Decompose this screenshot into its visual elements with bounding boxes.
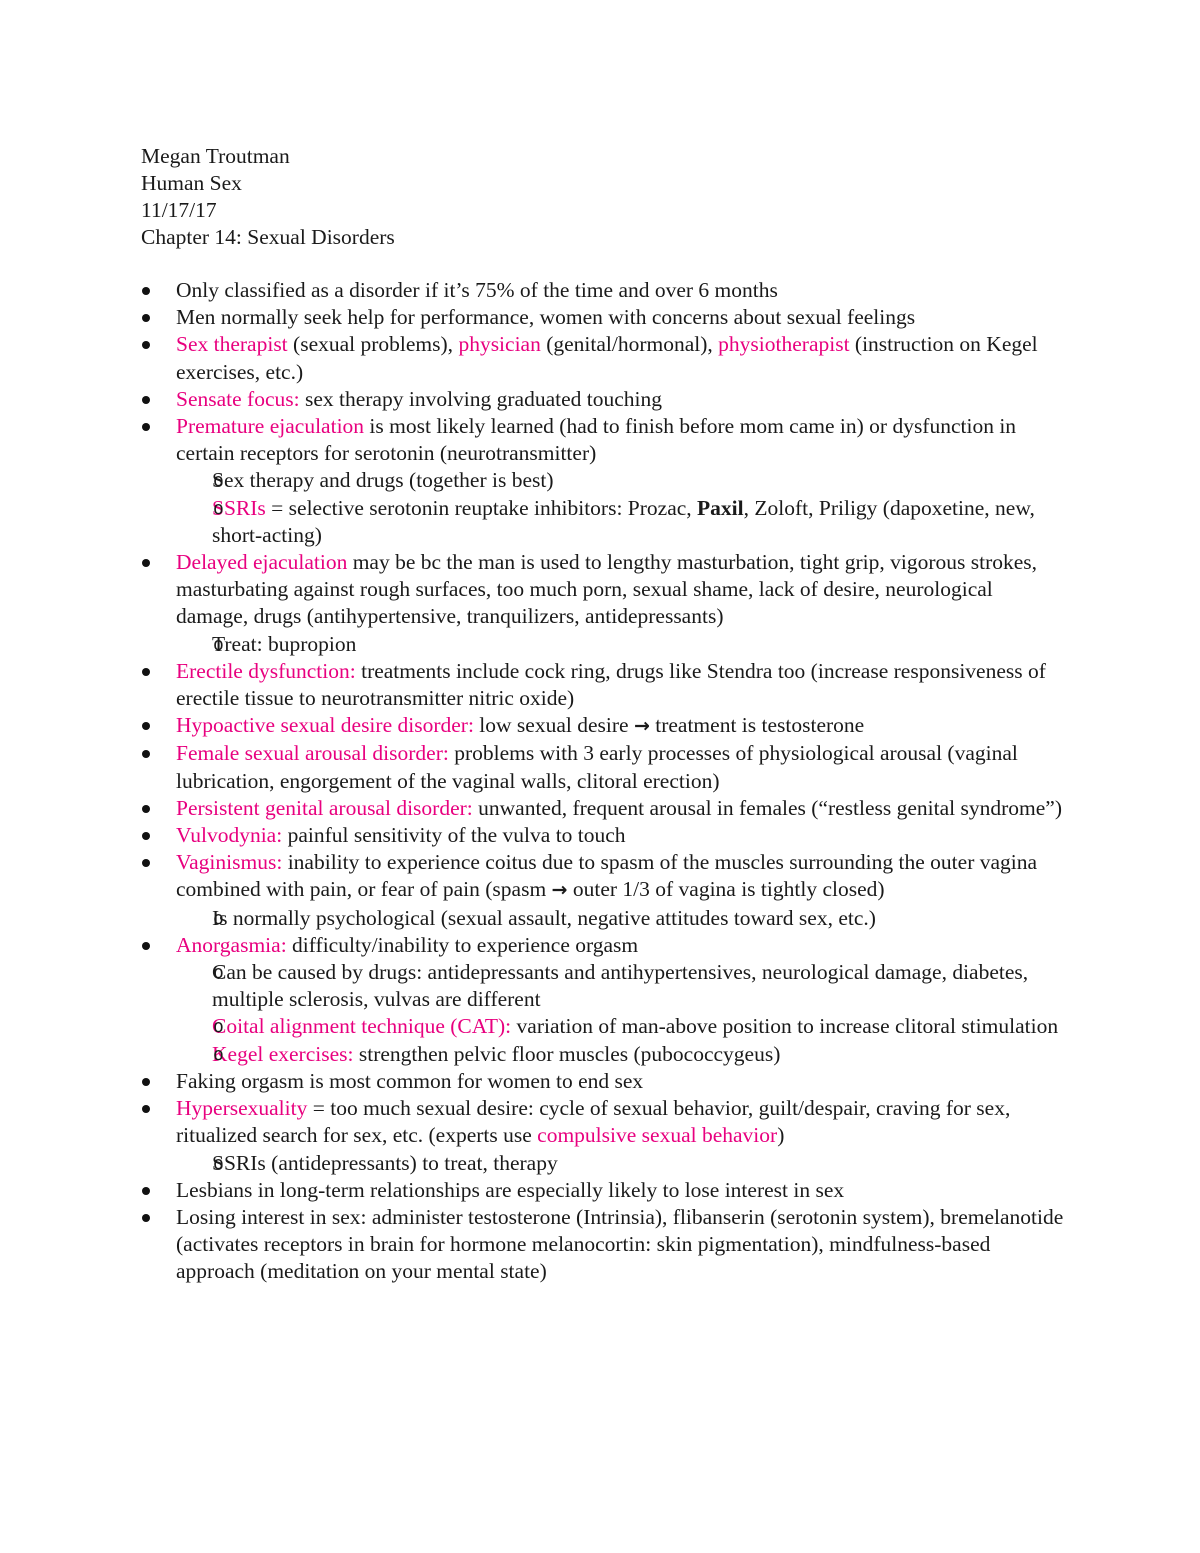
sub-list-item: o Treat: bupropion	[141, 631, 1066, 658]
list-item: Premature ejaculation is most likely learned (had to finish before mom came in) or dysfunction in certain receptors for serotonin (neurotransmitter) o Sex therapy and drugs (together is best) o SSRIs = selective serotonin reuptake inhibitors: Prozac, Paxil, Zoloft, Priligy (dapoxetine, new, short-acting)	[141, 413, 1066, 549]
sub-list-item: o Can be caused by drugs: antidepressants and antihypertensives, neurological damage, diabetes, multiple sclerosis, vulvas are different	[141, 959, 1066, 1013]
term-erectile-dysfunction: Erectile dysfunction:	[176, 658, 356, 683]
author-name: Megan Troutman	[141, 144, 290, 168]
term-delayed-ejaculation: Delayed ejaculation	[176, 550, 348, 575]
sub-list	[176, 1150, 1066, 1177]
list-item: Female sexual arousal disorder: problems with 3 early processes of physiological arousal (vaginal lubrication, engorgement of the vaginal walls, clitoral erection)	[141, 740, 1066, 794]
sub-list-item: o SSRIs (antidepressants) to treat, therapy	[141, 1150, 1066, 1177]
list-item: Erectile dysfunction: treatments include cock ring, drugs like Stendra too (increase responsiveness of erectile tissue to neurotransmitter nitric oxide)	[141, 658, 1066, 712]
term-sensate-focus: Sensate focus:	[176, 386, 300, 411]
list-item: Vaginismus: inability to experience coitus due to spasm of the muscles surrounding the outer vagina combined with pain, or fear of pain (spasm → outer 1/3 of vagina is tightly closed) o Is normally psychological (sexual assault, negative attitudes toward sex, etc.)	[141, 849, 1066, 932]
list-item: Vulvodynia: painful sensitivity of the vulva to touch	[141, 822, 1066, 849]
sub-list-item: o Kegel exercises: strengthen pelvic floor muscles (pubococcygeus)	[141, 1041, 1066, 1068]
term-female-sexual-arousal-disorder: Female sexual arousal disorder:	[176, 741, 449, 766]
course-name: Human Sex	[141, 171, 242, 195]
term-compulsive-sexual-behavior: compulsive sexual behavior	[537, 1123, 778, 1148]
term-physician: physician	[458, 332, 541, 357]
term-sex-therapist: Sex therapist	[176, 332, 288, 357]
notes-list	[141, 277, 1066, 1286]
list-item: Only classified as a disorder if it’s 75% of the time and over 6 months	[141, 277, 1066, 304]
sub-list-item: o Is normally psychological (sexual assault, negative attitudes toward sex, etc.)	[141, 905, 1066, 932]
term-hypoactive-sexual-desire-disorder: Hypoactive sexual desire disorder:	[176, 713, 474, 738]
list-item: Delayed ejaculation may be bc the man is used to lengthy masturbation, tight grip, vigorous strokes, masturbating against rough surfaces, too much porn, sexual shame, lack of desire, neurological damage, drugs (antihypertensive, tranquilizers, antidepressants) o Treat: bupropion	[141, 549, 1066, 658]
term-vaginismus: Vaginismus:	[176, 850, 283, 875]
term-physiotherapist: physiotherapist	[718, 332, 850, 357]
term-vulvodynia: Vulvodynia:	[176, 823, 283, 848]
right-arrow-icon: →	[551, 879, 568, 902]
list-item: Hypoactive sexual desire disorder: low sexual desire → treatment is testosterone	[141, 712, 1066, 740]
list-item: Sex therapist (sexual problems), physician (genital/hormonal), physiotherapist (instruction on Kegel exercises, etc.)	[141, 331, 1066, 385]
sub-list-item: o Coital alignment technique (CAT): variation of man-above position to increase clitoral stimulation	[141, 1013, 1066, 1040]
sub-list	[176, 905, 1066, 932]
list-item: Losing interest in sex: administer testosterone (Intrinsia), flibanserin (serotonin system), bremelanotide (activates receptors in brain for hormone melanocortin: skin pigmentation), mindfulness-based approach (meditation on your mental state)	[141, 1204, 1066, 1286]
list-item: Hypersexuality = too much sexual desire: cycle of sexual behavior, guilt/despair, craving for sex, ritualized search for sex, etc. (experts use compulsive sexual behavior) o SSRIs (antidepressants) to treat, therapy	[141, 1095, 1066, 1177]
list-item: Men normally seek help for performance, women with concerns about sexual feelings	[141, 304, 1066, 331]
sub-list-item: o Sex therapy and drugs (together is best)	[141, 467, 1066, 494]
term-ssris: SSRIs	[212, 495, 266, 520]
bold-paxil: Paxil	[697, 495, 744, 520]
right-arrow-icon: →	[633, 715, 650, 738]
document-header	[141, 143, 395, 251]
term-coital-alignment-technique: Coital alignment technique (CAT):	[212, 1014, 512, 1039]
list-item: Sensate focus: sex therapy involving graduated touching	[141, 386, 1066, 413]
list-item: Faking orgasm is most common for women to end sex	[141, 1068, 1066, 1095]
term-kegel-exercises: Kegel exercises:	[212, 1041, 354, 1066]
sub-list	[176, 467, 1066, 549]
term-premature-ejaculation: Premature ejaculation	[176, 414, 365, 439]
sub-list	[176, 631, 1066, 658]
term-hypersexuality: Hypersexuality	[176, 1096, 308, 1121]
list-item: Persistent genital arousal disorder: unwanted, frequent arousal in females (“restless genital syndrome”)	[141, 795, 1066, 822]
list-item: Anorgasmia: difficulty/inability to experience orgasm o Can be caused by drugs: antidepressants and antihypertensives, neurological damage, diabetes, multiple sclerosis, vulvas are different o Coital alignment technique (CAT): variation of man-above position to increase clitoral stimulation o Kegel exercises: strengthen pelvic floor muscles (pubococcygeus)	[141, 932, 1066, 1068]
term-anorgasmia: Anorgasmia:	[176, 932, 287, 957]
sub-list	[176, 959, 1066, 1068]
chapter-title: Chapter 14: Sexual Disorders	[141, 225, 395, 249]
sub-list-item: o SSRIs = selective serotonin reuptake inhibitors: Prozac, Paxil, Zoloft, Priligy (dapoxetine, new, short-acting)	[141, 495, 1066, 549]
term-persistent-genital-arousal-disorder: Persistent genital arousal disorder:	[176, 795, 473, 820]
note-date: 11/17/17	[141, 198, 217, 222]
list-item: Lesbians in long-term relationships are especially likely to lose interest in sex	[141, 1177, 1066, 1204]
